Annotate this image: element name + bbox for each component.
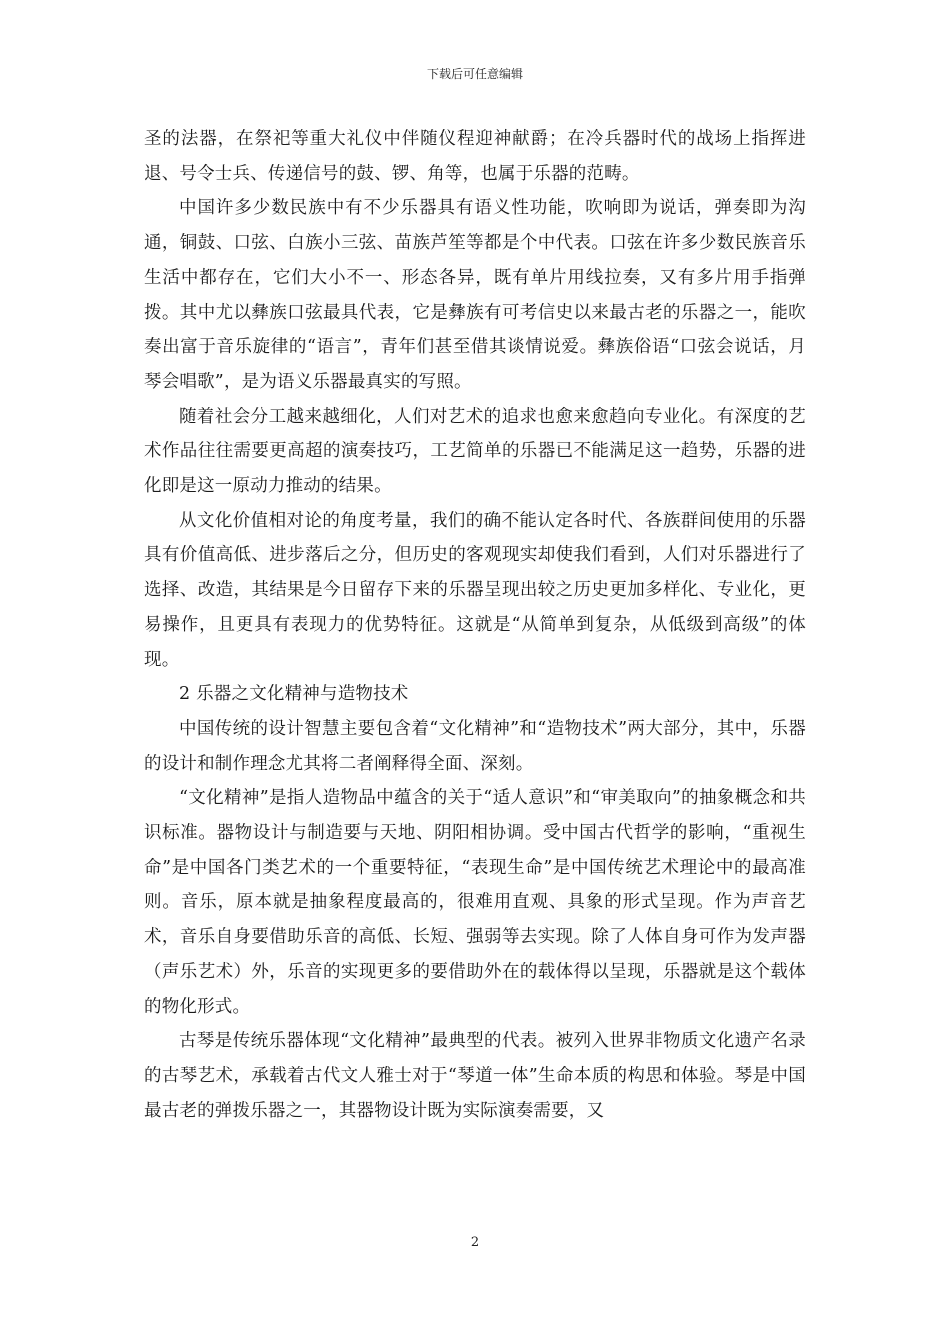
paragraph: 古琴是传统乐器体现“文化精神”最典型的代表。被列入世界非物质文化遗产名录的古琴艺术，承载着古代文人雅士对于“琴道一体”生命本质的构思和体验。琴是中国最古老的弹拨乐器之一，其器物设计既为实际演奏需要，又 [144,1031,806,1121]
paragraph: 从文化价值相对论的角度考量，我们的确不能认定各时代、各族群间使用的乐器具有价值高低、进步落后之分，但历史的客观现实却使我们看到，人们对乐器进行了选择、改造，其结果是今日留存下来的乐器呈现出较之历史更加多样化、专业化，更易操作，且更具有表现力的优势特征。这就是“从简单到复杂，从低级到高级”的体现。 [144,510,806,670]
paragraph: 圣的法器，在祭祀等重大礼仪中伴随仪程迎神献爵；在冷兵器时代的战场上指挥进退、号令士兵、传递信号的鼓、锣、角等，也属于乐器的范畴。 [144,129,806,184]
document-body [144,122,806,1128]
page-number: 2 [470,1235,480,1250]
section-heading: 2 乐器之文化精神与造物技术 [179,684,409,705]
page-header: 下载后可任意编辑 [426,67,523,81]
paragraph: 中国传统的设计智慧主要包含着“文化精神”和“造物技术”两大部分，其中，乐器的设计和制作理念尤其将二者阐释得全面、深刻。 [144,718,806,774]
paragraph: 随着社会分工越来越细化，人们对艺术的追求也愈来愈趋向专业化。有深度的艺术作品往往需要更高超的演奏技巧，工艺简单的乐器已不能满足这一趋势，乐器的进化即是这一原动力推动的结果。 [144,406,806,497]
paragraph: 中国许多少数民族中有不少乐器具有语义性功能，吹响即为说话，弹奏即为沟通，铜鼓、口弦、白族小三弦、苗族芦笙等都是个中代表。口弦在许多少数民族音乐生活中都存在，它们大小不一、形态各异，既有单片用线拉奏，又有多片用手指弹拨。其中尤以彝族口弦最具代表，它是彝族有可考信史以来最古老的乐器之一，能吹奏出富于音乐旋律的“语言”，青年们甚至借其谈情说爱。彝族俗语“口弦会说话，月琴会唱歌”，是为语义乐器最真实的写照。 [144,198,806,392]
paragraph: “文化精神”是指人造物品中蕴含的关于“适人意识”和“审美取向”的抽象概念和共识标准。器物设计与制造要与天地、阴阳相协调。受中国古代哲学的影响，“重视生命”是中国各门类艺术的一个重要特征，“表现生命”是中国传统艺术理论中的最高准则。音乐，原本就是抽象程度最高的，很难用直观、具象的形式呈现。作为声音艺术，音乐自身要借助乐音的高低、长短、强弱等去实现。除了人体自身可作为发声器（声乐艺术）外，乐音的实现更多的要借助外在的载体得以呈现，乐器就是这个载体的物化形式。 [144,788,806,1017]
